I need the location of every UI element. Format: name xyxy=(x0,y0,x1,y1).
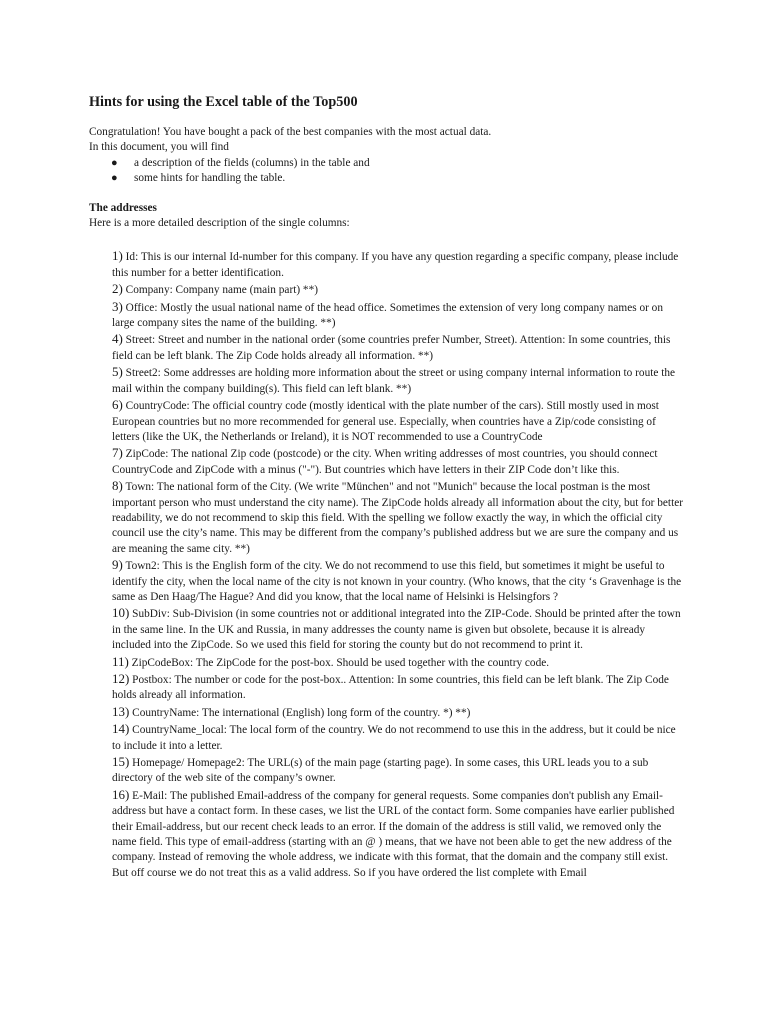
bullet-list xyxy=(89,156,689,187)
intro-line: In this document, you will find xyxy=(89,141,229,154)
item-number: 6) xyxy=(112,397,123,413)
item-number: 2) xyxy=(112,281,123,297)
item-number: 13) xyxy=(112,703,130,719)
item-text: Company: Company name (main part) **) xyxy=(122,284,318,297)
field-description-item xyxy=(112,281,686,298)
bullet-icon: ● xyxy=(111,156,118,169)
field-description-list xyxy=(112,248,686,865)
field-description-item xyxy=(112,721,686,754)
item-number: 4) xyxy=(112,331,123,347)
item-number: 9) xyxy=(112,557,123,573)
bullet-text: a description of the fields (columns) in the table and xyxy=(134,156,370,169)
field-description-item xyxy=(112,704,686,721)
item-text: Street2: Some addresses are holding more information about the street or using company internal information to route the mail within the company building(s). This field can left blank. **) xyxy=(112,367,675,395)
section-intro: Here is a more detailed description of the single columns: xyxy=(89,217,350,230)
field-description-item xyxy=(112,557,686,605)
field-description-item xyxy=(112,671,686,704)
field-description-item xyxy=(112,364,686,397)
field-description-item xyxy=(112,445,686,478)
item-text: Office: Mostly the usual national name of the head office. Sometimes the extension of very long company names or on large company sites the name of the building. **) xyxy=(112,301,663,330)
item-number: 5) xyxy=(112,364,123,380)
item-number: 3) xyxy=(112,298,123,314)
field-description-item xyxy=(112,787,686,866)
field-description-item xyxy=(112,605,686,653)
field-description-item xyxy=(112,248,686,281)
item-text: CountryCode: The official country code (mostly identical with the plate number of the cars). Still mostly used in most European countries but no more recommended for general use. Especially, when countries have a Zip/code consisting of letters (like the UK, the Netherlands or Ireland), it is NOT recommended to use a CountryCode xyxy=(112,400,659,443)
item-number: 16) xyxy=(112,786,130,802)
bullet-icon: ● xyxy=(111,172,118,185)
field-description-item xyxy=(112,754,686,787)
item-number: 7) xyxy=(112,445,123,461)
item-text: Town2: This is the English form of the city. We do not recommend to use this field, but sometimes it might be useful to identify the city, when the local name of the city is not known in your country. (Who knows, that the city ‘s Gravenhage is the same as Den Haag/The Hague? And did you know, that the local name of Helsinki is Helsingfors ? xyxy=(112,560,682,603)
section-heading: The addresses xyxy=(89,201,157,214)
document-body xyxy=(89,93,689,881)
item-text: CountryName_local: The local form of the country. We do not recommend to use this in the address, but it could be nice to include it into a letter. xyxy=(112,724,676,752)
item-number: 15) xyxy=(112,754,130,770)
field-description-item xyxy=(112,478,686,557)
item-text: SubDiv: Sub-Division (in some countries not or additional integrated into the ZIP-Code. Should be printed after the town in the same line. In the UK and Russia, in many addresses the county name is given but obsolete, because it is already included into the ZipCode. So we used this field for storing the county but do not recommend to print it. xyxy=(112,608,681,652)
item-text: Street: Street and number in the national order (some countries prefer Number, Street). Attention: In some countries, this field can be left blank. The Zip Code holds already all information. **) xyxy=(112,334,671,362)
item-text: ZipCodeBox: The ZipCode for the post-box. Should be used together with the country code. xyxy=(128,656,550,669)
item-number: 1) xyxy=(112,248,123,264)
item-text: Town: The national form of the City. (We write "München" and not "Munich" because the local postman is the most important person who must understand the city name). The ZipCode holds already all information about the city, but for better readability, we do not recommend to skip this field. With the spelling we follow exactly the way, in which the official city council use the city’s name. This may be different from the company’s published address but we are sure the company and us are meaning the same city. **) xyxy=(112,481,683,555)
document-title: Hints for using the Excel table of the Top500 xyxy=(89,94,358,110)
intro-line: Congratulation! You have bought a pack of the best companies with the most actual data. xyxy=(89,126,492,138)
item-number: 8) xyxy=(112,478,123,494)
item-text: Postbox: The number or code for the post-box.. Attention: In some countries, this field can be left blank. The Zip Code holds already all information. xyxy=(112,674,669,702)
continuation-text: But off course we do not treat this as a valid address. So if you have ordered the list complete with Email xyxy=(112,866,587,879)
intro-block xyxy=(89,125,689,187)
item-number: 10) xyxy=(112,605,130,621)
item-number: 14) xyxy=(112,721,130,737)
item-text: Homepage/ Homepage2: The URL(s) of the main page (starting page). In some cases, this URL leads you to a sub directory of the web site of the company’s owner. xyxy=(112,757,649,785)
item-text: CountryName: The international (English) long form of the country. *) **) xyxy=(129,706,471,719)
field-description-item xyxy=(112,299,686,332)
item-number: 11) xyxy=(112,653,129,669)
item-text: ZipCode: The national Zip code (postcode) or the city. When writing addresses of most countries, you should connect CountryCode and ZipCode with a minus ("-"). But countries which have letters in their ZIP Code don’t like this. xyxy=(112,448,658,476)
field-description-item xyxy=(112,654,686,671)
field-description-item xyxy=(112,397,686,445)
bullet-text: some hints for handling the table. xyxy=(134,172,286,185)
item-number: 12) xyxy=(112,671,130,686)
item-text: E-Mail: The published Email-address of the company for general requests. Some companies don't publish any Email-address but have a contact form. In these cases, we list the URL of the contact form. Some companies have earlier published their Email-address, but our recent check leads to an error. If the domain of the address is still valid, we removed only the name field. This type of email-address (starting with an @ ) means, that we have not been able to get the new address of the company. Instead of removing the whole address, we indicate with this format, that the domain and the company still exist. xyxy=(112,789,675,864)
bullet-item xyxy=(89,171,689,186)
bullet-item xyxy=(89,156,689,171)
field-description-item xyxy=(112,331,686,364)
item-text: Id: This is our internal Id-number for this company. If you have any question regarding a specific company, please include this number for a better identification. xyxy=(112,251,679,279)
